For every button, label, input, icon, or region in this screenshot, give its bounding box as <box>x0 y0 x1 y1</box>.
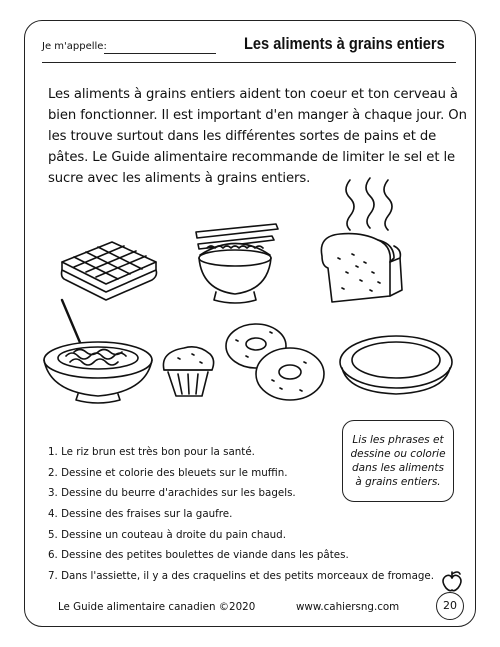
intro-paragraph: Les aliments à grains entiers aident ton coeur et ton cerveau à bien fonctionner. Il est important d'en manger à chaque jour. On les trouve surtout dans les différentes sortes de pains et de pâtes. Le Guide alimentaire recommande de limiter le sel et le sucre avec les aliments à grains entiers. <box>48 87 467 186</box>
footer-website: www.cahiersng.com <box>296 601 400 613</box>
bread-loaf-icon <box>321 178 402 302</box>
task-item: 2. Dessine et colorie des bleuets sur le muffin. <box>48 466 288 479</box>
instruction-text: Lis les phrases et dessine ou colorie dans les aliments à grains entiers. <box>350 434 446 488</box>
page-title: Les aliments à grains entiers <box>244 34 445 53</box>
footer-source: Le Guide alimentaire canadien ©2020 <box>58 601 256 613</box>
page-number: 20 <box>436 592 464 620</box>
waffle-icon <box>62 242 157 300</box>
rice-bowl-icon <box>196 224 278 303</box>
task-item: 6. Dessine des petites boulettes de viande dans les pâtes. <box>48 549 349 562</box>
name-label: Je m'appelle: <box>42 41 107 52</box>
plate-icon <box>340 336 452 394</box>
task-item: 1. Le riz brun est très bon pour la santé. <box>48 446 255 458</box>
spaghetti-bowl-icon <box>44 300 152 403</box>
bagels-icon <box>226 324 324 400</box>
task-list <box>48 442 468 587</box>
task-item: 7. Dans l'assiette, il y a des craquelins et des petits morceaux de fromage. <box>48 570 435 583</box>
muffin-icon <box>163 347 213 396</box>
task-item: 5. Dessine un couteau à droite du pain chaud. <box>48 528 286 541</box>
task-item: 4. Dessine des fraises sur la gaufre. <box>48 508 233 521</box>
task-item: 3. Dessine du beurre d'arachides sur les bagels. <box>48 487 296 500</box>
